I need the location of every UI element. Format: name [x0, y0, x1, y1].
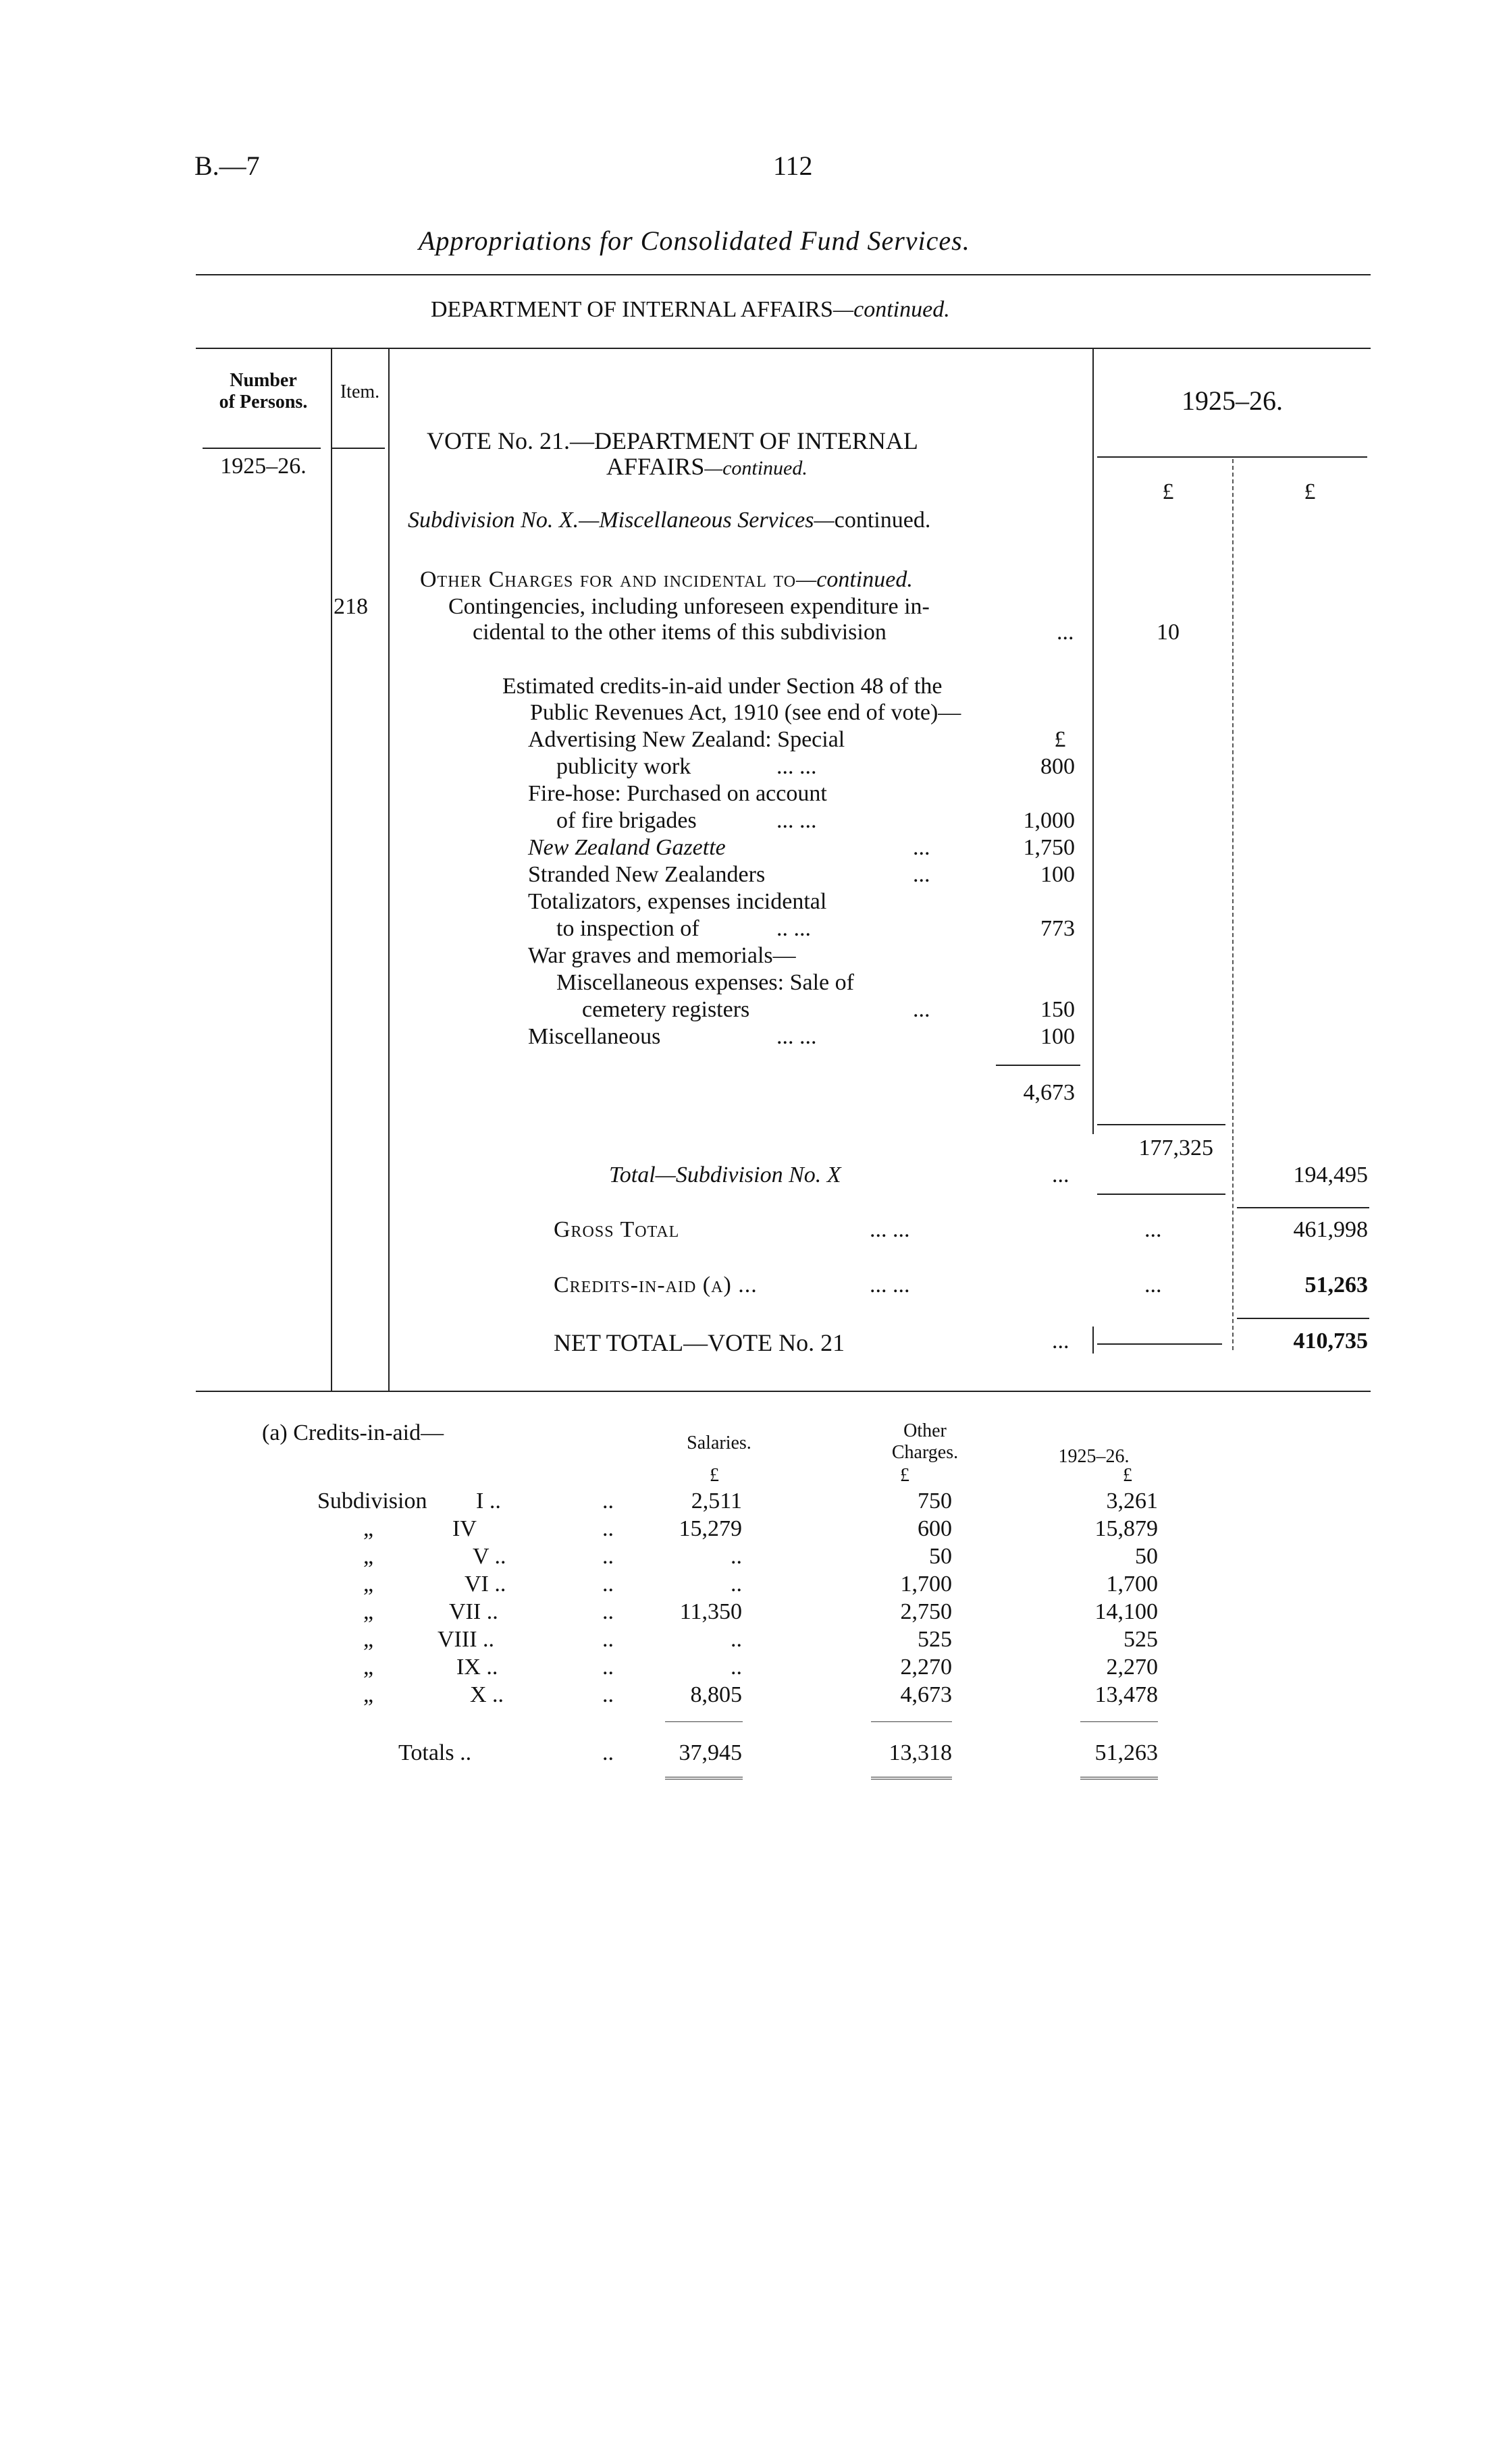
- footnote-row-other: 4,673: [900, 1682, 952, 1707]
- department-name: DEPARTMENT OF INTERNAL AFFAIRS: [431, 297, 833, 322]
- header-pound-col1: £: [1162, 479, 1174, 504]
- credit-gazette-dots: ...: [913, 835, 930, 860]
- header-year: 1925–26.: [1182, 385, 1283, 416]
- footnote-row-salaries: ..: [731, 1544, 742, 1569]
- footnote-rule-other: [871, 1721, 952, 1722]
- footnote-header-other-line2: Charges.: [891, 1442, 959, 1463]
- footnote-label: (a) Credits-in-aid—: [262, 1420, 444, 1445]
- footnote-row-num: IV: [452, 1516, 477, 1541]
- header-number-line2: of Persons.: [219, 392, 308, 412]
- vote-heading-line2: [606, 452, 808, 481]
- footnote-row-label: „: [363, 1655, 374, 1680]
- credit-wargraves-value: 150: [1040, 997, 1075, 1022]
- header-number-line1: Number: [230, 370, 297, 391]
- credit-misc-label: Miscellaneous: [528, 1024, 661, 1049]
- credit-wargraves-line2: Miscellaneous expenses: Sale of: [556, 970, 854, 995]
- net-total-label: NET TOTAL—VOTE No. 21: [554, 1329, 845, 1356]
- footnote-row-label: „: [363, 1516, 374, 1541]
- credit-stranded-dots: ...: [913, 862, 930, 887]
- credit-misc-dots: ... ...: [776, 1024, 817, 1049]
- credit-gazette-label: New Zealand Gazette: [528, 835, 726, 860]
- gross-total-label: Gross Total: [554, 1217, 680, 1242]
- footnote-header-other: [868, 1420, 982, 1464]
- footnote-row-lead: ..: [602, 1627, 614, 1652]
- footnote-row-other: 1,700: [900, 1572, 952, 1597]
- footnote-row-num: VII ..: [449, 1599, 498, 1624]
- footnote-row-num: VIII ..: [438, 1627, 495, 1652]
- net-total-dots: ...: [1052, 1329, 1069, 1354]
- footnote-row-other: 2,750: [900, 1599, 952, 1624]
- other-charges-heading: [420, 567, 913, 593]
- footnote-row-year: 50: [1135, 1544, 1158, 1569]
- footnote-row-lead: ..: [602, 1572, 614, 1597]
- credit-advertising-value: 800: [1040, 754, 1075, 779]
- subdivision-heading: [408, 508, 930, 533]
- table-bottom-rule: [196, 1391, 1371, 1392]
- title-rule: [196, 274, 1371, 275]
- footnote-row-year: 1,700: [1106, 1572, 1158, 1597]
- subdivision-total-value: 194,495: [1293, 1162, 1368, 1187]
- vote-heading-continued: —continued.: [704, 457, 808, 479]
- credit-stranded-label: Stranded New Zealanders: [528, 862, 766, 887]
- footnote-row-label: Subdivision: [317, 1489, 427, 1514]
- credits-in-aid-dots: ... ...: [870, 1273, 910, 1297]
- table-top-rule: [196, 348, 1371, 349]
- department-heading: [431, 297, 950, 323]
- credit-totalizators-line2: to inspection of: [556, 916, 699, 941]
- col-divider-amount-lower: [1092, 1327, 1094, 1354]
- header-number-of-persons: [203, 370, 324, 413]
- footnote-pound-salaries: £: [710, 1465, 719, 1486]
- document-reference: B.—7: [194, 151, 260, 181]
- footnote-row-label: „: [363, 1627, 374, 1652]
- subdivision-title: Subdivision No. X.—Miscellaneous Services—: [408, 508, 835, 533]
- footnote-row-num: I ..: [476, 1489, 501, 1514]
- footnote-row-year: 3,261: [1106, 1489, 1158, 1514]
- footnote-totals-year: 51,263: [1094, 1740, 1158, 1765]
- subdivision-total-col1: 177,325: [1138, 1135, 1213, 1160]
- footnote-double-rule-salaries: [665, 1777, 743, 1779]
- credit-totalizators-line1: Totalizators, expenses incidental: [528, 889, 827, 914]
- footnote-totals-lead: ..: [602, 1740, 614, 1765]
- page-number: 112: [773, 151, 813, 181]
- footnote-double-rule-other: [871, 1777, 952, 1779]
- department-continued: —continued.: [832, 297, 950, 322]
- footnote-row-lead: ..: [602, 1489, 614, 1514]
- col-divider-amount: [1092, 348, 1094, 1134]
- credits-sum-rule: [996, 1065, 1080, 1066]
- subdivision-total-label: Total—Subdivision No. X: [609, 1162, 841, 1187]
- footnote-row-label: „: [363, 1682, 374, 1707]
- footnote-row-other: 600: [918, 1516, 952, 1541]
- footnote-row-year: 15,879: [1094, 1516, 1158, 1541]
- credit-wargraves-line3: cemetery registers: [582, 997, 750, 1022]
- contingencies-amount: 10: [1157, 620, 1180, 645]
- item-number: 218: [334, 594, 368, 619]
- credits-in-aid-label: Credits-in-aid (a) ...: [554, 1273, 758, 1297]
- credit-gazette-value: 1,750: [1023, 835, 1075, 860]
- col1-total-rule: [1097, 1194, 1225, 1195]
- vote-heading-line1: VOTE No. 21.—DEPARTMENT OF INTERNAL: [427, 427, 918, 454]
- credits-in-aid-col1-dots: ...: [1144, 1273, 1162, 1297]
- footnote-totals-salaries: 37,945: [679, 1740, 742, 1765]
- credit-advertising-line2: publicity work: [556, 754, 691, 779]
- contingencies-line1: Contingencies, including unforeseen expenditure in-: [448, 594, 930, 619]
- footnote-row-num: V ..: [473, 1544, 506, 1569]
- year-underline: [1097, 456, 1367, 458]
- footnote-row-year: 14,100: [1094, 1599, 1158, 1624]
- footnote-row-other: 50: [929, 1544, 952, 1569]
- credit-firehose-line1: Fire-hose: Purchased on account: [528, 781, 827, 806]
- credit-misc-value: 100: [1040, 1024, 1075, 1049]
- credit-stranded-value: 100: [1040, 862, 1075, 887]
- col-divider-pound: [1232, 459, 1234, 1350]
- credit-firehose-value: 1,000: [1023, 808, 1075, 833]
- col1-sum-rule: [1097, 1124, 1225, 1125]
- footnote-totals-other: 13,318: [889, 1740, 952, 1765]
- footnote-row-other: 525: [918, 1627, 952, 1652]
- footnote-row-num: VI ..: [465, 1572, 506, 1597]
- item-header-rule: [332, 448, 385, 449]
- footnote-row-num: X ..: [470, 1682, 504, 1707]
- credits-pound-sign: £: [1054, 727, 1066, 752]
- credit-totalizators-value: 773: [1040, 916, 1075, 941]
- footnote-header-other-line1: Other: [903, 1420, 947, 1441]
- subdivision-total-dots: ...: [1052, 1162, 1069, 1187]
- credits-intro-line2: Public Revenues Act, 1910 (see end of vote)—: [530, 700, 961, 725]
- credits-value-rule: [1237, 1318, 1369, 1319]
- footnote-rule-year: [1080, 1721, 1158, 1722]
- footnote-row-lead: ..: [602, 1599, 614, 1624]
- contingencies-dots: ...: [1057, 620, 1074, 645]
- header-item: Item.: [340, 381, 380, 402]
- footnote-row-salaries: 2,511: [691, 1489, 742, 1514]
- footnote-row-salaries: ..: [731, 1572, 742, 1597]
- credits-in-aid-value: 51,263: [1304, 1273, 1368, 1297]
- col-divider-item: [388, 348, 390, 1391]
- col-divider-persons: [331, 348, 332, 1391]
- footnote-row-salaries: ..: [731, 1655, 742, 1680]
- subdivision-value-rule: [1237, 1207, 1369, 1208]
- footnote-row-salaries: 8,805: [690, 1682, 742, 1707]
- footnote-row-lead: ..: [602, 1516, 614, 1541]
- net-total-value: 410,735: [1293, 1329, 1368, 1354]
- footnote-row-year: 525: [1123, 1627, 1158, 1652]
- footnote-row-other: 750: [918, 1489, 952, 1514]
- gross-total-dots: ... ...: [870, 1217, 910, 1242]
- footnote-row-label: „: [363, 1572, 374, 1597]
- credit-totalizators-dots: .. ...: [776, 916, 811, 941]
- page-title: Appropriations for Consolidated Fund Services.: [419, 225, 970, 256]
- footnote-totals-label: Totals ..: [398, 1740, 472, 1765]
- footnote-row-other: 2,270: [900, 1655, 952, 1680]
- footnote-row-salaries: 15,279: [679, 1516, 742, 1541]
- footnote-row-salaries: 11,350: [679, 1599, 742, 1624]
- footnote-row-salaries: ..: [731, 1627, 742, 1652]
- header-pound-col2: £: [1304, 479, 1316, 504]
- credit-advertising-line1: Advertising New Zealand: Special: [528, 727, 845, 752]
- contingencies-line2: cidental to the other items of this subdivision: [473, 620, 887, 645]
- credit-advertising-dots: ... ...: [776, 754, 817, 779]
- footnote-pound-year: £: [1123, 1465, 1132, 1486]
- footnote-row-year: 13,478: [1094, 1682, 1158, 1707]
- subdivision-continued: continued.: [834, 508, 931, 533]
- footnote-header-year: 1925–26.: [1058, 1446, 1130, 1467]
- credit-firehose-dots: ... ...: [776, 808, 817, 833]
- footnote-row-year: 2,270: [1106, 1655, 1158, 1680]
- persons-header-rule: [203, 448, 321, 449]
- gross-total-value: 461,998: [1293, 1217, 1368, 1242]
- credits-intro-line1: Estimated credits-in-aid under Section 48 of the: [502, 674, 943, 699]
- footnote-row-num: IX ..: [456, 1655, 498, 1680]
- credit-wargraves-dots: ...: [913, 997, 930, 1022]
- footnote-rule-salaries: [665, 1721, 743, 1722]
- footnote-row-lead: ..: [602, 1655, 614, 1680]
- credit-wargraves-line1: War graves and memorials—: [528, 943, 796, 968]
- other-charges-continued: —continued.: [796, 567, 913, 592]
- footnote-row-label: „: [363, 1599, 374, 1624]
- footnote-pound-other: £: [900, 1465, 909, 1486]
- vote-heading-affairs: AFFAIRS: [606, 453, 705, 480]
- credit-firehose-line2: of fire brigades: [556, 808, 697, 833]
- net-total-col1-rule: [1097, 1343, 1222, 1345]
- footnote-header-salaries: Salaries.: [687, 1432, 751, 1453]
- persons-year: 1925–26.: [220, 454, 307, 479]
- footnote-row-lead: ..: [602, 1544, 614, 1569]
- footnote-row-label: „: [363, 1544, 374, 1569]
- other-charges-title: Other Charges for and incidental to: [420, 567, 797, 592]
- credits-total: 4,673: [1023, 1080, 1075, 1105]
- gross-total-col1-dots: ...: [1144, 1217, 1162, 1242]
- footnote-double-rule-year: [1080, 1777, 1158, 1779]
- footnote-row-lead: ..: [602, 1682, 614, 1707]
